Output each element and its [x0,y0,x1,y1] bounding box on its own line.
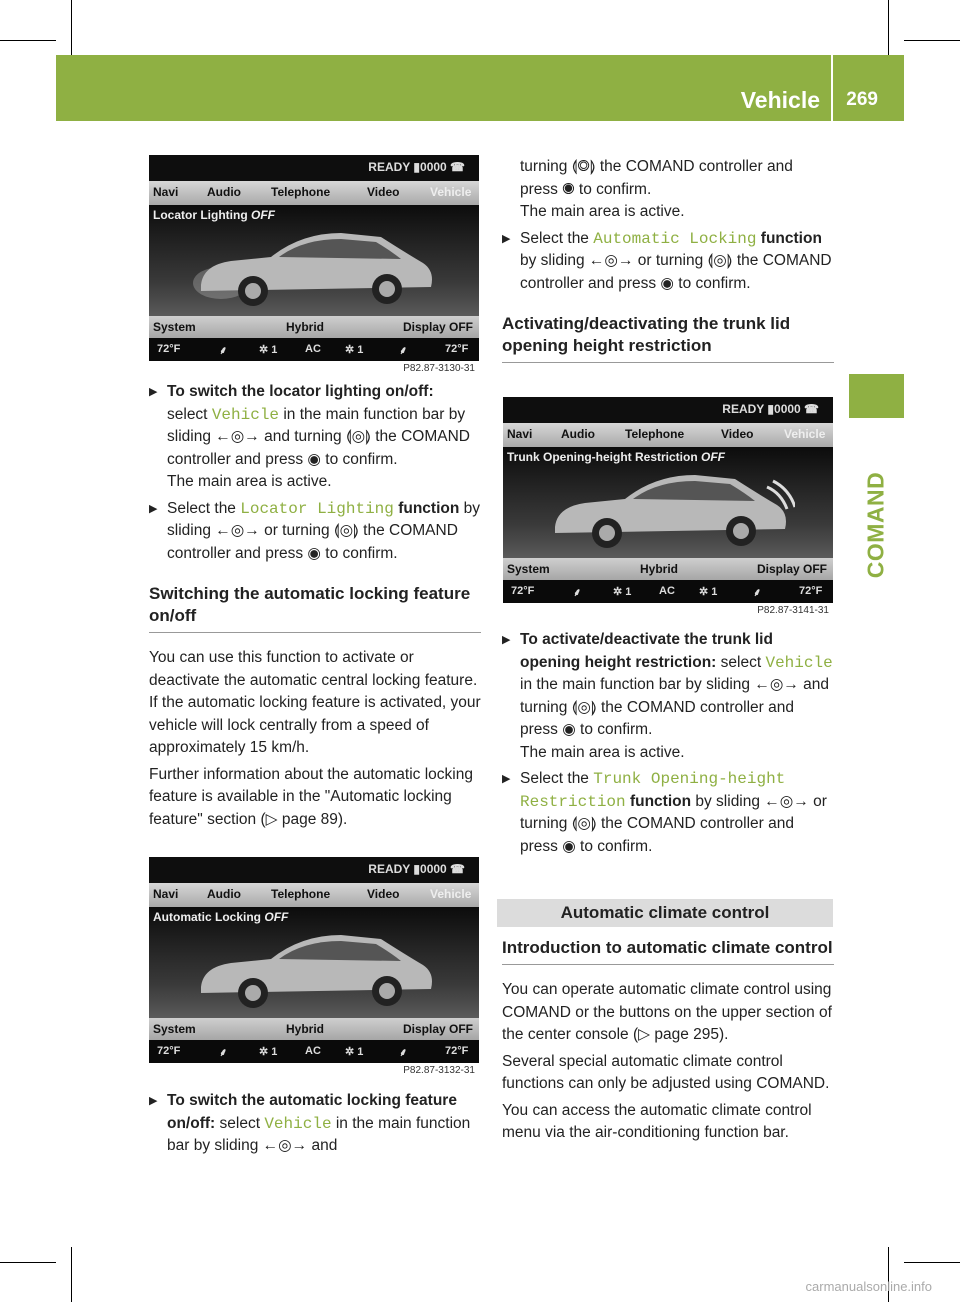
instruction-step: ▶ To activate/deactivate the trunk lid opening height restriction: select Vehicle in the main function bar by sliding ←◎→ and turning ⟬◎⟭ the COMAND controller and press ◉ to confirm. The main area is active. [502,631,833,761]
paragraph: Further information about the automatic locking feature is available in the "Automatic locking feature" section (▷ page 89). [149,765,473,828]
bottom-hybrid: Hybrid [286,1022,325,1036]
temp-right: 72°F [799,585,823,597]
instruction-step: ▶ To switch the automatic locking feature on/off: select Vehicle in the main function bar by sliding ←◎→ and [149,1092,471,1154]
bottom-system: System [507,562,550,576]
climate-bar [149,338,479,361]
temp-left: 72°F [511,585,535,597]
bottom-system: System [153,1022,196,1036]
watermark: carmanualsonline.info [805,1279,932,1294]
menu-video: Video [367,185,400,199]
comand-screen-locator [149,155,479,361]
screen-main-area [503,447,833,558]
section-heading: Activating/deactivating the trunk lid opening height restriction [502,313,834,363]
image-caption: P82.87-3132-31 [403,1065,475,1076]
airflow-icon: ⸙ [399,1047,408,1059]
fan-icon: ✲ 1 [259,1046,278,1058]
menu-vehicle: Vehicle [430,887,472,901]
side-tab-label: COMAND [862,471,889,579]
main-function-bar [149,181,479,205]
comand-screen-trunk [503,397,833,603]
menu-telephone: Telephone [625,427,685,441]
left-column [149,381,481,831]
left-column-lower [149,1090,481,1158]
main-function-bar [149,883,479,907]
airflow-icon: ⸙ [399,345,408,357]
image-caption: P82.87-3130-31 [403,363,475,374]
bottom-bar [503,558,833,580]
menu-navi: Navi [507,427,533,441]
fan-icon: ✲ 1 [345,344,364,356]
bottom-display-off: Display OFF [757,562,828,576]
airflow-icon: ⸙ [219,1047,228,1059]
airflow-icon: ⸙ [219,345,228,357]
crop-mark [904,1262,960,1263]
paragraph: turning ⟬◎⟭ the COMAND controller and press ◉ to confirm. The main area is active. [520,158,793,220]
right-column [502,156,834,363]
instruction-step: ▶ To switch the locator lighting on/off: select Vehicle in the main function bar by sliding ←◎→ and turning ⟬◎⟭ the COMAND controller and press ◉ to confirm. The main area is active. [149,383,470,490]
step-arrow-icon: ▶ [502,634,511,646]
fan-icon: ✲ 1 [259,344,278,356]
menu-vehicle: Vehicle [430,185,472,199]
bottom-system: System [153,320,196,334]
car-image [191,917,441,1017]
menu-vehicle: Vehicle [784,427,826,441]
airflow-icon: ⸙ [573,587,582,599]
bottom-bar [149,316,479,338]
screen-main-area [149,205,479,316]
section-banner: Automatic climate control [497,899,833,927]
menu-video: Video [721,427,754,441]
crop-mark [0,40,56,41]
menu-audio: Audio [207,887,241,901]
crop-mark [71,1247,72,1302]
menu-code-locator: Locator Lighting [240,499,394,518]
header-divider [831,55,833,121]
step-arrow-icon: ▶ [149,1095,158,1107]
status-text: READY ▮0000 ☎ [368,862,465,876]
side-tab [849,374,904,418]
right-column-lower [502,937,834,1145]
crop-mark [888,0,889,55]
section-heading: Switching the automatic locking feature on/off [149,583,481,633]
section-title: Vehicle [740,87,820,113]
instruction-step: ▶ Select the Locator Lighting function by sliding ←◎→ or turning ⟬◎⟭ the COMAND controller and press ◉ to confirm. [149,499,480,562]
function-label: Trunk Opening-height Restriction OFF [507,450,726,464]
screen-main-area [149,907,479,1018]
paragraph: You can access the automatic climate control menu via the air-conditioning function bar. [502,1101,812,1141]
paragraph: Several special automatic climate control functions can only be adjusted using COMAND. [502,1052,830,1092]
temp-left: 72°F [157,1045,181,1057]
car-image [191,215,441,315]
step-arrow-icon: ▶ [149,386,158,398]
section-heading: Introduction to automatic climate control [502,937,834,965]
right-column-mid [502,629,834,858]
temp-left: 72°F [157,343,181,355]
instruction-step: ▶ Select the Trunk Opening-height Restriction function by sliding ←◎→ or turning ⟬◎⟭ the COMAND controller and press ◉ to confirm. [502,770,827,855]
bottom-bar [149,1018,479,1040]
menu-code-vehicle: Vehicle [211,405,280,424]
function-label: Automatic Locking OFF [153,910,289,924]
function-label: Locator Lighting OFF [153,208,275,222]
menu-navi: Navi [153,887,179,901]
paragraph: You can use this function to activate or deactivate the automatic central locking feature. If the automatic locking feature is activated, your vehicle will lock centrally from a speed of approximately 15 km/h. [149,649,481,756]
temp-right: 72°F [445,1045,469,1057]
bottom-hybrid: Hybrid [640,562,679,576]
page-header [56,55,904,121]
fan-icon: ✲ 1 [345,1046,364,1058]
status-text: READY ▮0000 ☎ [368,160,465,174]
step-arrow-icon: ▶ [502,773,511,785]
paragraph: You can operate automatic climate control using COMAND or the buttons on the upper section of the center console (▷ page 295). [502,981,832,1043]
menu-video: Video [367,887,400,901]
bottom-display-off: Display OFF [403,1022,474,1036]
bottom-hybrid: Hybrid [286,320,325,334]
menu-telephone: Telephone [271,185,331,199]
temp-right: 72°F [445,343,469,355]
car-image [545,457,795,557]
ac-label: AC [659,585,675,597]
menu-audio: Audio [561,427,595,441]
crop-mark [904,40,960,41]
ac-label: AC [305,1045,321,1057]
climate-bar [503,580,833,603]
main-function-bar [503,423,833,447]
ac-label: AC [305,343,321,355]
menu-telephone: Telephone [271,887,331,901]
fan-icon: ✲ 1 [613,586,632,598]
comand-screen-auto-locking [149,857,479,1063]
step-arrow-icon: ▶ [149,502,158,515]
menu-audio: Audio [207,185,241,199]
crop-mark [71,0,72,55]
menu-navi: Navi [153,185,179,199]
climate-bar [149,1040,479,1063]
crop-mark [0,1262,56,1263]
fan-icon: ✲ 1 [699,586,718,598]
page-number: 269 [846,89,878,110]
image-caption: P82.87-3141-31 [757,605,829,616]
airflow-icon: ⸙ [753,587,762,599]
status-text: READY ▮0000 ☎ [722,402,819,416]
instruction-step: ▶ Select the Automatic Locking function by sliding ←◎→ or turning ⟬◎⟭ the COMAND controller and press ◉ to confirm. [502,229,832,292]
bottom-display-off: Display OFF [403,320,474,334]
step-arrow-icon: ▶ [502,232,511,245]
